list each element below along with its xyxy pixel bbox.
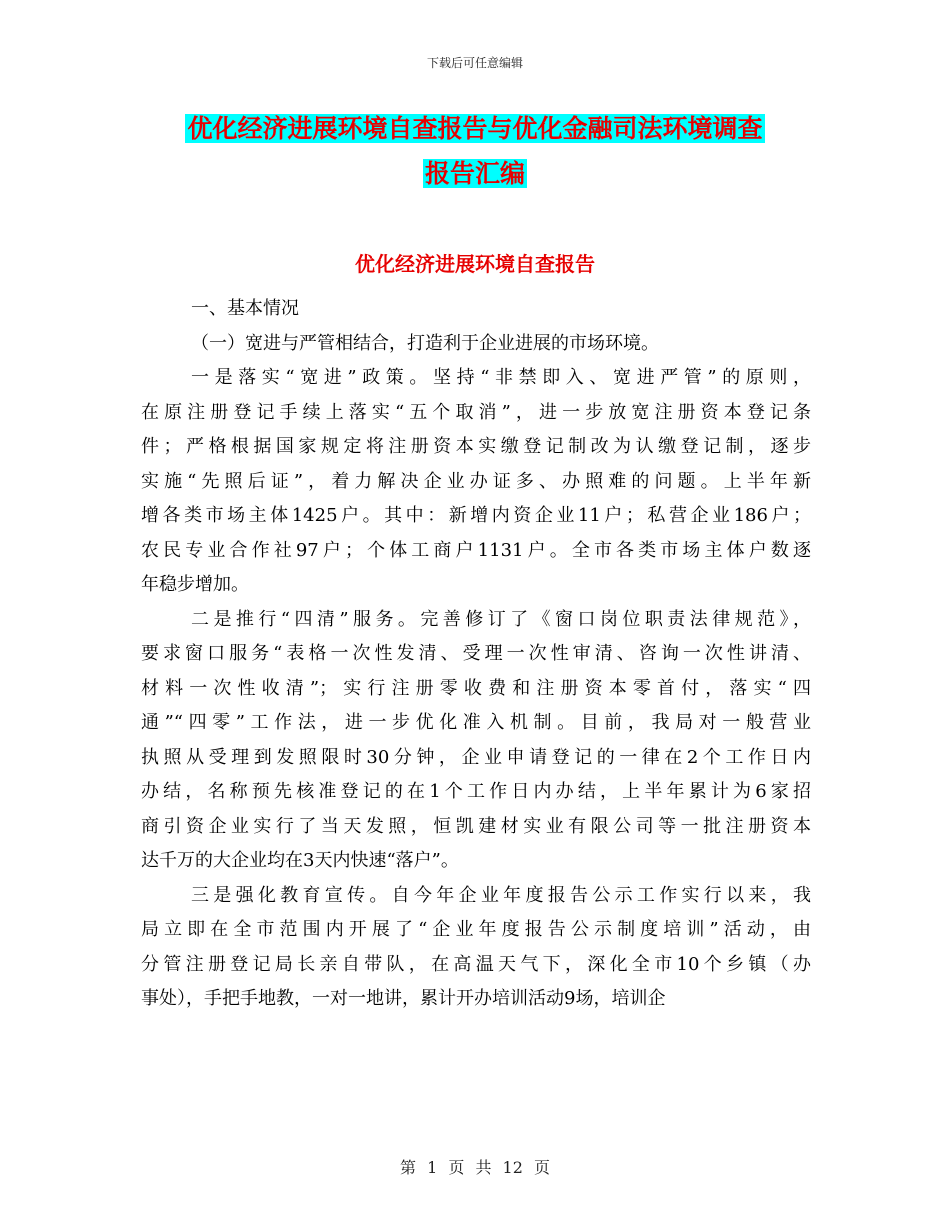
paragraph-line: 执照从受理到发照限时30分钟，企业申请登记的一律在2个工作日内 <box>141 746 811 768</box>
paragraph-line: 在原注册登记手续上落实“五个取消”，进一步放宽注册资本登记条 <box>141 401 811 423</box>
paragraph-line: 一、基本情况 <box>191 298 299 319</box>
document-title-line1: 优化经济进展环境自查报告与优化金融司法环境调查 <box>187 114 763 143</box>
paragraph-line: 实施“先照后证”，着力解决企业办证多、办照难的问题。上半年新 <box>141 470 811 492</box>
paragraph-line: 办结，名称预先核准登记的在1个工作日内办结，上半年累计为6家招 <box>141 781 811 802</box>
paragraph-line: 事处），手把手地教，一对一地讲，累计开办培训活动9场，培训企 <box>141 988 666 1009</box>
document-title-line2: 报告汇编 <box>424 159 525 188</box>
page-footer: 第 1 页 共 12 页 <box>400 1158 550 1177</box>
paragraph-line: 达千万的大企业均在3天内快速“落户”。 <box>141 850 459 871</box>
paragraph-line: 增各类市场主体1425户。其中：新增内资企业11户；私营企业186户； <box>141 505 811 526</box>
paragraph-line: 二是推行“四清”服务。完善修订了《窗口岗位职责法律规范》， <box>191 608 811 630</box>
paragraph-line: 分管注册登记局长亲自带队，在高温天气下，深化全市10个乡镇（办 <box>141 953 811 975</box>
paragraph-line: 通”“四零”工作法，进一步优化准入机制。目前，我局对一般营业 <box>141 712 811 733</box>
paragraph-line: 局立即在全市范围内开展了“企业年度报告公示制度培训”活动，由 <box>141 919 811 940</box>
paragraph-line: 一是落实“宽进”政策。坚持“非禁即入、宽进严管”的原则， <box>191 367 811 388</box>
section-title: 优化经济进展环境自查报告 <box>355 252 595 276</box>
paragraph-line: 商引资企业实行了当天发照，恒凯建材实业有限公司等一批注册资本 <box>141 815 811 837</box>
header-note: 下载后可任意编辑 <box>426 56 523 70</box>
paragraph-line: 件；严格根据国家规定将注册资本实缴登记制改为认缴登记制，逐步 <box>141 436 811 457</box>
document-body <box>141 292 811 1017</box>
paragraph-line: 要求窗口服务“表格一次性发清、受理一次性审清、咨询一次性讲清、 <box>141 643 811 664</box>
paragraph-line: 材料一次性收清”；实行注册零收费和注册资本零首付，落实“四 <box>141 677 811 699</box>
paragraph-line: 农民专业合作社97户；个体工商户1131户。全市各类市场主体户数逐 <box>141 539 811 561</box>
paragraph-line: （一）宽进与严管相结合，打造利于企业进展的市场环境。 <box>191 332 659 354</box>
paragraph-line: 年稳步增加。 <box>141 574 249 595</box>
paragraph-line: 三是强化教育宣传。自今年企业年度报告公示工作实行以来，我 <box>191 884 811 906</box>
